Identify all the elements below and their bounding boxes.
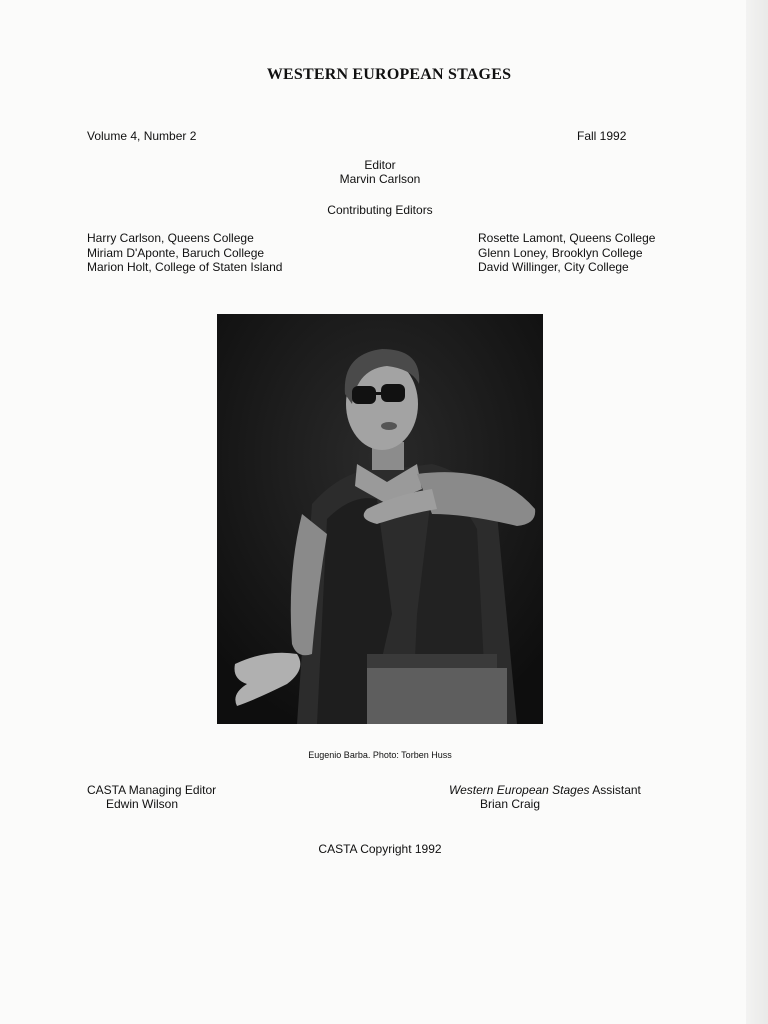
photo-caption: Eugenio Barba. Photo: Torben Huss [308,750,452,760]
contributing-editor-entry: Marion Holt, College of Staten Island [87,260,283,274]
assistant-label [449,783,641,797]
editor-name: Marvin Carlson [339,172,421,186]
assistant-label-journal-name: Western European Stages [449,783,590,797]
assistant-name: Brian Craig [480,797,541,811]
issue-season: Fall 1992 [577,129,627,143]
managing-editor-label: CASTA Managing Editor [87,783,217,797]
contributing-editors-left-list [87,231,282,275]
contributing-editor-entry: Rosette Lamont, Queens College [478,231,656,245]
contributing-editors-label: Contributing Editors [327,203,433,217]
volume-issue: Volume 4, Number 2 [87,129,197,143]
assistant-label-suffix: Assistant [589,783,641,797]
contributing-editor-entry: Glenn Loney, Brooklyn College [478,245,643,260]
contributing-editor-entry: Harry Carlson, Queens College [87,231,254,245]
copyright-notice: CASTA Copyright 1992 [318,842,442,856]
editor-label: Editor [364,158,396,172]
contributing-editors-right-list [478,231,655,275]
contributing-editor-entry: Miriam D'Aponte, Baruch College [87,245,265,260]
portrait-photo [217,314,543,724]
managing-editor-name: Edwin Wilson [106,797,179,811]
contributing-editor-entry: David Willinger, City College [478,260,629,274]
page-edge-shadow [746,0,768,1024]
journal-title: WESTERN EUROPEAN STAGES [266,66,512,83]
